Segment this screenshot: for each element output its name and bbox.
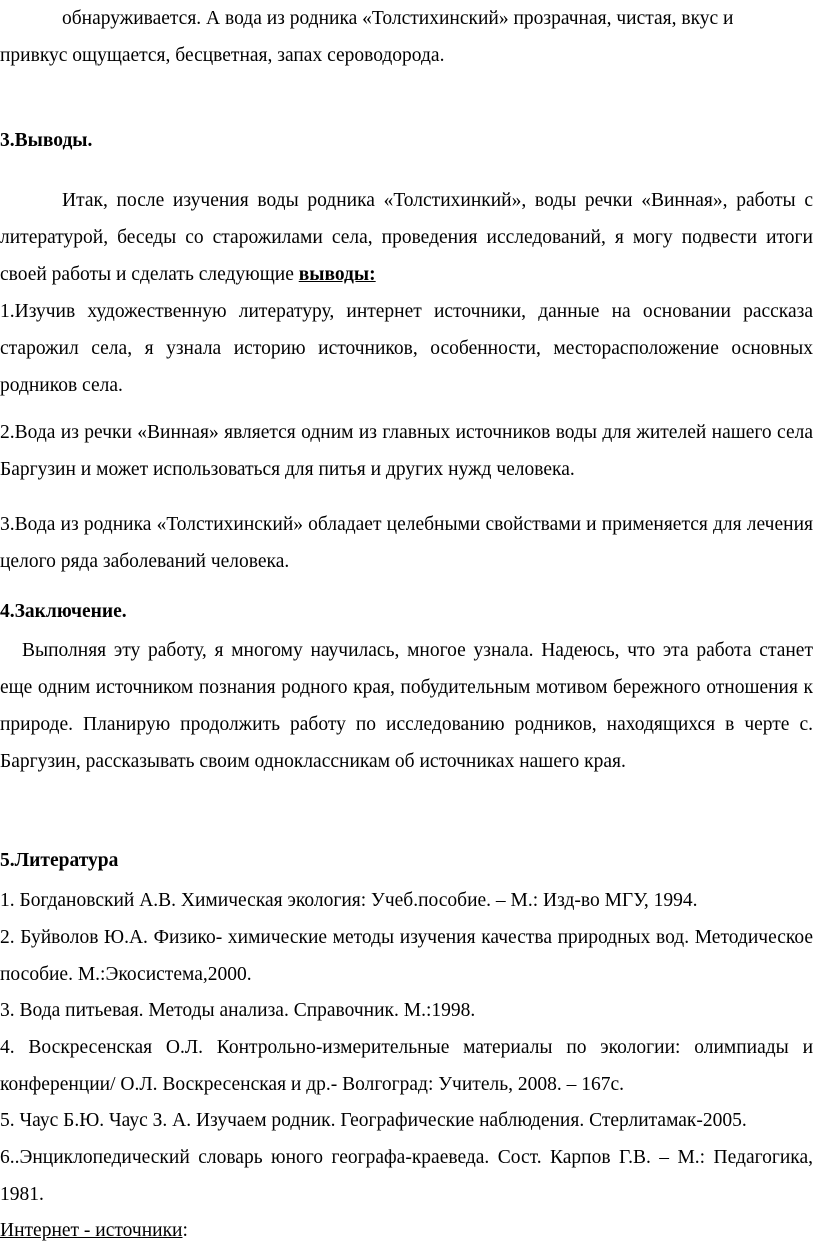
- intro-line-2: привкус ощущается, бесцветная, запах сероводорода.: [0, 45, 445, 66]
- conclusion-item-1: 1.Изучив художественную литературу, интернет источники, данные на основании рассказа старожил села, я узнала историю источников, особенности, месторасположение основных родников села.: [0, 301, 813, 396]
- conclusions-lead-keyword: выводы:: [298, 264, 376, 285]
- conclusion-item-3: 3.Вода из родника «Толстихинский» обладает целебными свойствами и применяется для лечения целого ряда заболеваний человека.: [0, 514, 813, 572]
- literature-item-3: 3. Вода питьевая. Методы анализа. Справочник. М.:1998.: [0, 1000, 476, 1021]
- internet-sources-label: [0, 1212, 188, 1249]
- literature-item-1: 1. Богдановский А.В. Химическая экология: Учеб.пособие. – М.: Изд-во МГУ, 1994.: [0, 890, 698, 911]
- conclusions-lead-paragraph: [0, 182, 813, 293]
- summary-heading: 4.Заключение.: [0, 601, 127, 622]
- literature-item-2: 2. Буйволов Ю.А. Физико- химические методы изучения качества природных вод. Методическое пособие. М.:Экосистема,2000.: [0, 927, 813, 985]
- literature-item-5: 5. Чаус Б.Ю. Чаус З. А. Изучаем родник. Географические наблюдения. Стерлитамак-2005.: [0, 1110, 747, 1131]
- internet-sources-text: Интернет - источники: [0, 1220, 183, 1241]
- intro-line-1: обнаруживается. А вода из родника «Толстихинский» прозрачная, чистая, вкус и: [62, 8, 734, 29]
- internet-sources-colon: :: [182, 1220, 188, 1241]
- conclusion-item-2: 2.Вода из речки «Винная» является одним из главных источников воды для жителей нашего села Баргузин и может использоваться для питья и других нужд человека.: [0, 422, 813, 480]
- literature-item-6: 6..Энциклопедический словарь юного географа-краеведа. Сост. Карпов Г.В. – М.: Педагогика, 1981.: [0, 1147, 813, 1205]
- literature-heading: 5.Литература: [0, 850, 119, 871]
- summary-paragraph: Выполняя эту работу, я многому научилась, многое узнала. Надеюсь, что эта работа станет еще одним источником познания родного края, побудительным мотивом бережного отношения к природе. Планирую продолжить работу по исследованию родников, находящихся в черте с. Баргузин, рассказывать своим одноклассникам об источниках нашего края.: [0, 640, 813, 772]
- conclusions-lead-text: Итак, после изучения воды родника «Толстихинкий», воды речки «Винная», работы с литературой, беседы со старожилами села, проведения исследований, я могу подвести итоги своей работы и сделать следующие: [0, 190, 813, 285]
- literature-item-4: 4. Воскресенская О.Л. Контрольно-измерительные материалы по экологии: олимпиады и конференции/ О.Л. Воскресенская и др.- Волгоград: Учитель, 2008. – 167с.: [0, 1037, 813, 1095]
- conclusions-heading: 3.Выводы.: [0, 130, 93, 151]
